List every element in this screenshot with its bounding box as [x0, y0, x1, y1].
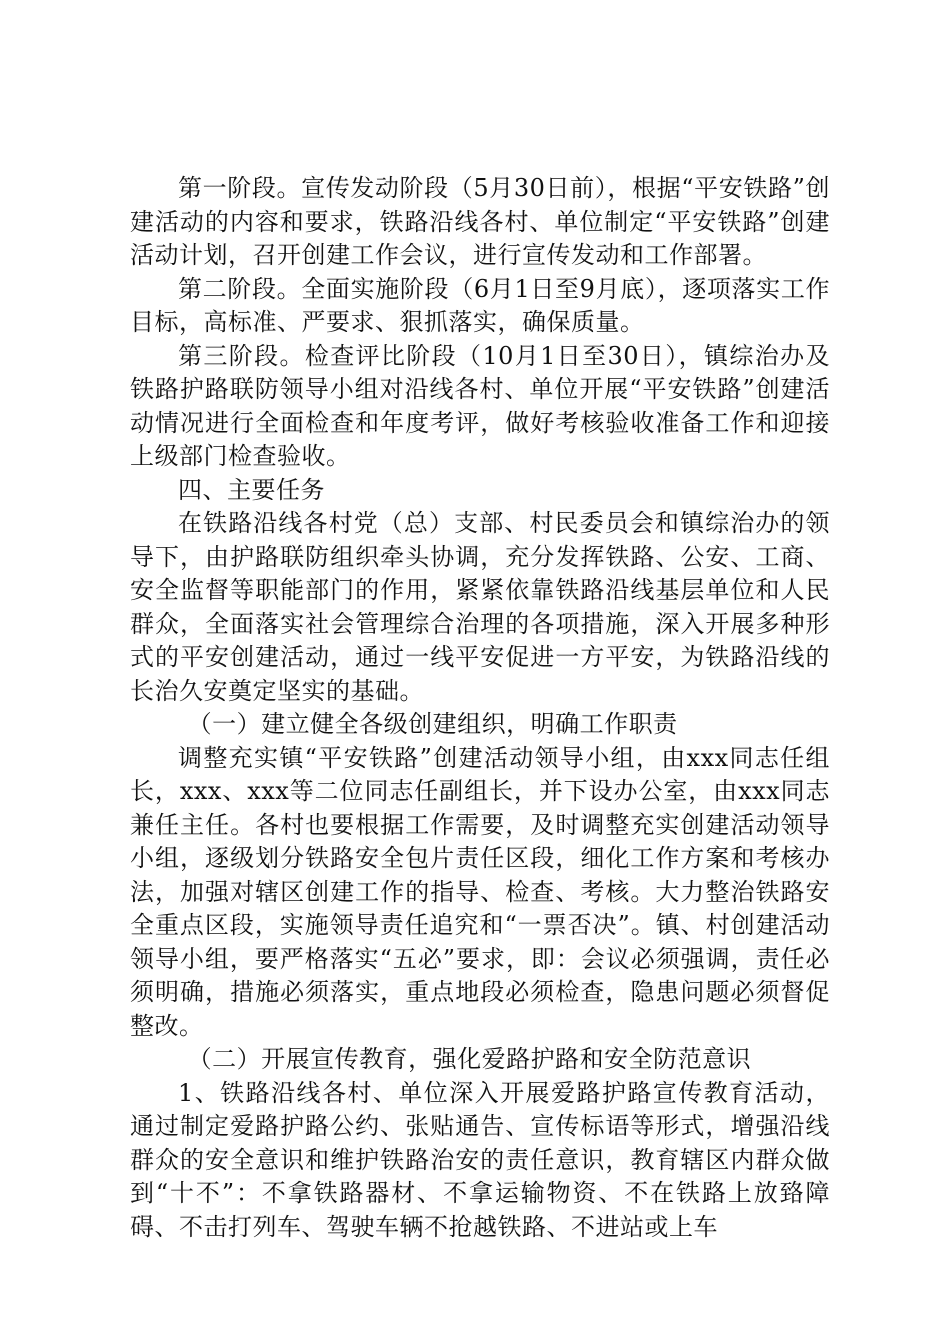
subheading-education: （二）开展宣传教育，强化爱路护路和安全防范意识: [187, 1045, 752, 1073]
section-heading-main-tasks: 四、主要任务: [178, 475, 325, 504]
subheading-organization: （一）建立健全各级创建组织，明确工作职责: [187, 710, 678, 738]
paragraph-organization: 调整充实镇“平安铁路”创建活动领导小组，由xxx同志任组长，xxx、xxx等二位同志任副组长，并下设办公室，由xxx同志兼任主任。各村也要根据工作需要，及时调整充实创建活动领导小组，逐级划分铁路安全包片责任区段，细化工作方案和考核办法，加强对辖区创建工作的指导、检查、考核。大力整治铁路安全重点区段，实施领导责任追究和“一票否决”。镇、村创建活动领导小组，要严格落实“五必”要求，即：会议必须强调，责任必须明确，措施必须落实，重点地段必须检查，隐患问题必须督促整改。: [130, 743, 830, 1040]
paragraph-stage-one: 第一阶段。宣传发动阶段（5月30日前），根据“平安铁路”创建活动的内容和要求，铁路沿线各村、单位制定“平安铁路”创建活动计划，召开创建工作会议，进行宣传发动和工作部署。: [130, 174, 830, 269]
paragraph-main-tasks: 在铁路沿线各村党（总）支部、村民委员会和镇综治办的领导下，由护路联防组织牵头协调，充分发挥铁路、公安、工商、安全监督等职能部门的作用，紧紧依靠铁路沿线基层单位和人民群众，全面落实社会管理综合治理的各项措施，深入开展多种形式的平安创建活动，通过一线平安促进一方平安，为铁路沿线的长治久安奠定坚实的基础。: [130, 509, 830, 705]
paragraph-stage-two: 第二阶段。全面实施阶段（6月1日至9月底），逐项落实工作目标，高标准、严要求、狠抓落实，确保质量。: [130, 274, 830, 336]
paragraph-stage-three: 第三阶段。检查评比阶段（10月1日至30日），镇综治办及铁路护路联防领导小组对沿线各村、单位开展“平安铁路”创建活动情况进行全面检查和年度考评，做好考核验收准备工作和迎接上级部门检查验收。: [130, 341, 830, 470]
document-body: [130, 172, 830, 1244]
paragraph-education-item-1: 1、铁路沿线各村、单位深入开展爱路护路宣传教育活动，通过制定爱路护路公约、张贴通告、宣传标语等形式，增强沿线群众的安全意识和维护铁路治安的责任意识，教育辖区内群众做到“十不”：不拿铁路器材、不拿运输物资、不在铁路上放臵障碍、不击打列车、驾驶车辆不抢越铁路、不进站或上车: [130, 1078, 830, 1241]
